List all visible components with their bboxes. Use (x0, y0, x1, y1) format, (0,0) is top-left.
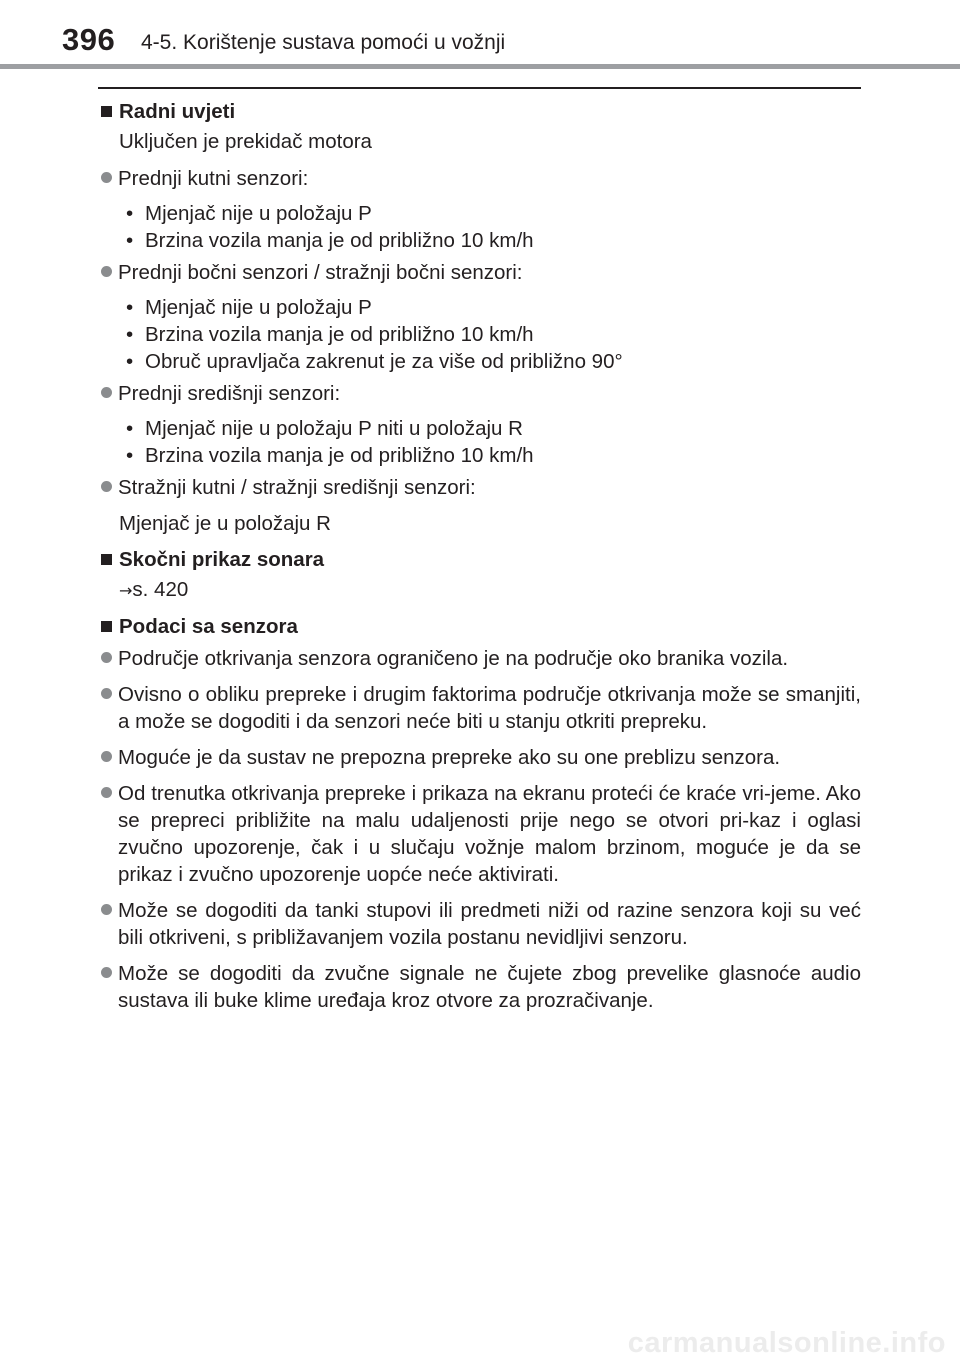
heading-sonar-popup (98, 546, 861, 573)
page-header (0, 0, 960, 80)
round-bullet-icon (101, 751, 112, 762)
sub-item: • Mjenjač nije u položaju P (126, 202, 372, 225)
sub-item: • Mjenjač nije u položaju P niti u položaju R (126, 417, 523, 440)
condition-label: Prednji bočni senzori / stražnji bočni senzori: (118, 261, 523, 284)
round-bullet-icon (101, 967, 112, 978)
round-bullet-icon (101, 481, 112, 492)
round-bullet-icon (101, 904, 112, 915)
round-bullet-icon (101, 688, 112, 699)
sub-item: • Brzina vozila manja je od približno 10 km/h (126, 444, 534, 467)
round-bullet-icon (101, 652, 112, 663)
condition-subitems (98, 200, 861, 254)
round-bullet-icon (101, 172, 112, 183)
round-bullet-icon (101, 787, 112, 798)
condition-item-front-center (98, 380, 861, 407)
square-bullet-icon (101, 106, 112, 117)
section-title: 4-5. Korištenje sustava pomoći u vožnji (141, 31, 506, 54)
watermark-text: carmanualsonline.info (627, 1327, 946, 1359)
condition-label: Prednji kutni senzori: (118, 167, 309, 190)
sub-item: • Obruč upravljača zakrenut je za više od približno 90° (126, 350, 623, 373)
heading-text: Podaci sa senzora (119, 615, 298, 638)
content-top-rule (98, 87, 861, 89)
page-reference (98, 576, 861, 604)
heading-operating-conditions (98, 98, 861, 125)
arrow-right-icon: → (119, 581, 133, 600)
heading-text: Skočni prikaz sonara (119, 548, 325, 571)
condition-item-rear-corner-center (98, 474, 861, 501)
condition-subitems (98, 415, 861, 469)
sub-item: • Brzina vozila manja je od približno 10 km/h (126, 323, 534, 346)
sensor-note: Može se dogoditi da tanki stupovi ili predmeti niži od razine senzora koji su već bili otkriveni, s približavanjem vozila postanu nevidljivi senzoru. (98, 897, 861, 951)
sub-item: • Mjenjač nije u položaju P (126, 296, 372, 319)
condition-label: Prednji središnji senzori: (118, 382, 341, 405)
sensor-note: Područje otkrivanja senzora ograničeno je na područje oko branika vozila. (98, 645, 861, 672)
round-bullet-icon (101, 387, 112, 398)
condition-subitems (98, 294, 861, 375)
watermark (0, 1316, 960, 1360)
page-number: 396 (62, 22, 116, 57)
sensor-note: Od trenutka otkrivanja prepreke i prikaza na ekranu proteći će kraće vri-jeme. Ako se prepreci približite na malu udaljenosti prije nego se otvori pri-kaz i oglasi zvučno upozorenje, čak i u slučaju vožnje malom brzinom, moguće je da se prikaz i zvučno upozorenje uopće neće aktivirati. (98, 780, 861, 888)
page-content (98, 94, 861, 1014)
condition-item-front-corner (98, 165, 861, 192)
sub-item: • Brzina vozila manja je od približno 10 km/h (126, 229, 534, 252)
condition-item-front-side-rear-side (98, 259, 861, 286)
page-reference-link[interactable]: s. 420 (132, 578, 189, 601)
heading-text: Radni uvjeti (119, 100, 236, 123)
condition-note: Mjenjač je u položaju R (119, 512, 331, 535)
condition-label: Stražnji kutni / stražnji središnji senzori: (118, 476, 476, 499)
sensor-note: Moguće je da sustav ne prepozna prepreke ako su one preblizu senzora. (98, 744, 861, 771)
square-bullet-icon (101, 554, 112, 565)
heading-sensor-info (98, 613, 861, 640)
sensor-note: Može se dogoditi da zvučne signale ne čujete zbog prevelike glasnoće audio sustava ili buke klime uređaja kroz otvore za prozračivanje. (98, 960, 861, 1014)
round-bullet-icon (101, 266, 112, 277)
square-bullet-icon (101, 621, 112, 632)
header-rule (0, 64, 960, 69)
sensor-note: Ovisno o obliku prepreke i drugim faktorima područje otkrivanja može se smanjiti, a može se dogoditi i da senzori neće biti u stanju otkriti prepreku. (98, 681, 861, 735)
operating-conditions-intro: Uključen je prekidač motora (119, 130, 372, 153)
